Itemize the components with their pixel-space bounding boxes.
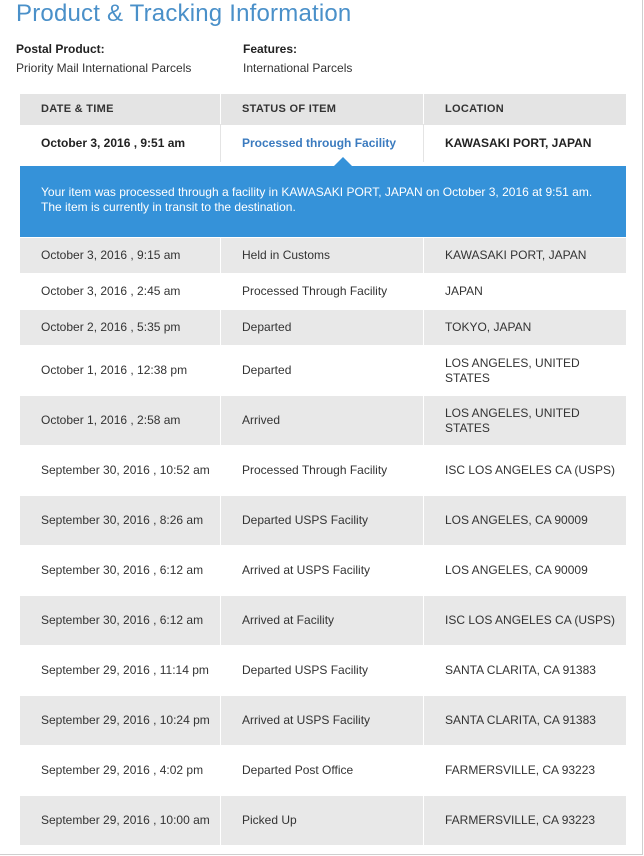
- row-status: Picked Up: [220, 796, 423, 845]
- tracking-table: [20, 94, 626, 162]
- table-row: [20, 345, 626, 395]
- row-location: TOKYO, JAPAN: [423, 310, 626, 345]
- table-header-row: [20, 94, 626, 124]
- row-location: LOS ANGELES, UNITED STATES: [423, 396, 626, 445]
- row-date: September 29, 2016 , 10:24 pm: [41, 713, 210, 727]
- row-status: Arrived at USPS Facility: [220, 696, 423, 745]
- header-location: LOCATION: [423, 94, 626, 124]
- page-title: Product & Tracking Information: [16, 0, 352, 27]
- detail-pointer-caret: [334, 157, 352, 166]
- row-location: FARMERSVILLE, CA 93223: [423, 796, 626, 845]
- latest-event-date: October 3, 2016 , 9:51 am: [41, 136, 186, 150]
- tracking-history: [20, 237, 626, 845]
- table-row: [20, 795, 626, 845]
- row-status: Departed USPS Facility: [220, 496, 423, 545]
- row-location: SANTA CLARITA, CA 91383: [423, 646, 626, 695]
- row-date: September 29, 2016 , 4:02 pm: [41, 763, 204, 777]
- row-date: October 2, 2016 , 5:35 pm: [41, 320, 181, 334]
- postal-product-label: Postal Product:: [16, 42, 105, 56]
- row-date: September 30, 2016 , 6:12 am: [41, 613, 204, 627]
- features-value: International Parcels: [243, 61, 353, 75]
- features-label: Features:: [243, 42, 298, 56]
- header-date-time: DATE & TIME: [41, 102, 114, 115]
- row-location: LOS ANGELES, CA 90009: [423, 496, 626, 545]
- row-status: Departed: [220, 346, 423, 395]
- row-location: KAWASAKI PORT, JAPAN: [423, 238, 626, 273]
- row-status: Arrived at USPS Facility: [220, 546, 423, 595]
- table-row: [20, 395, 626, 445]
- row-status: Departed USPS Facility: [220, 646, 423, 695]
- row-location: JAPAN: [423, 274, 626, 309]
- latest-event-detail-panel: Your item was processed through a facility in KAWASAKI PORT, JAPAN on October 3, 2016 at 9:51 am. The item is currently in transit to the destination.: [20, 166, 626, 237]
- postal-product-value: Priority Mail International Parcels: [16, 61, 192, 75]
- row-date: September 30, 2016 , 8:26 am: [41, 513, 204, 527]
- row-location: ISC LOS ANGELES CA (USPS): [423, 446, 626, 495]
- latest-event-row[interactable]: [20, 124, 626, 162]
- table-row: [20, 645, 626, 695]
- latest-event-status-link[interactable]: Processed through Facility: [220, 125, 423, 162]
- row-date: October 3, 2016 , 2:45 am: [41, 284, 181, 298]
- row-status: Held in Customs: [220, 238, 423, 273]
- row-location: FARMERSVILLE, CA 93223: [423, 746, 626, 795]
- table-row: [20, 445, 626, 495]
- table-row: [20, 745, 626, 795]
- row-location: LOS ANGELES, UNITED STATES: [423, 346, 626, 395]
- row-status: Arrived at Facility: [220, 596, 423, 645]
- row-location: ISC LOS ANGELES CA (USPS): [423, 596, 626, 645]
- row-status: Departed Post Office: [220, 746, 423, 795]
- table-row: [20, 595, 626, 645]
- table-row: [20, 495, 626, 545]
- table-row: [20, 695, 626, 745]
- row-status: Processed Through Facility: [220, 446, 423, 495]
- row-location: SANTA CLARITA, CA 91383: [423, 696, 626, 745]
- row-date: October 1, 2016 , 12:38 pm: [41, 363, 188, 377]
- row-date: September 29, 2016 , 11:14 pm: [41, 663, 209, 677]
- table-row: [20, 273, 626, 309]
- latest-event-location: KAWASAKI PORT, JAPAN: [423, 125, 626, 162]
- row-status: Arrived: [220, 396, 423, 445]
- row-date: October 3, 2016 , 9:15 am: [41, 248, 181, 262]
- table-row: [20, 309, 626, 345]
- row-date: September 30, 2016 , 6:12 am: [41, 563, 204, 577]
- row-location: LOS ANGELES, CA 90009: [423, 546, 626, 595]
- row-status: Departed: [220, 310, 423, 345]
- row-date: September 30, 2016 , 10:52 am: [41, 463, 210, 477]
- row-date: September 29, 2016 , 10:00 am: [41, 813, 210, 827]
- row-date: October 1, 2016 , 2:58 am: [41, 413, 181, 427]
- table-row: [20, 545, 626, 595]
- table-row: [20, 237, 626, 273]
- row-status: Processed Through Facility: [220, 274, 423, 309]
- header-status: STATUS OF ITEM: [220, 94, 423, 124]
